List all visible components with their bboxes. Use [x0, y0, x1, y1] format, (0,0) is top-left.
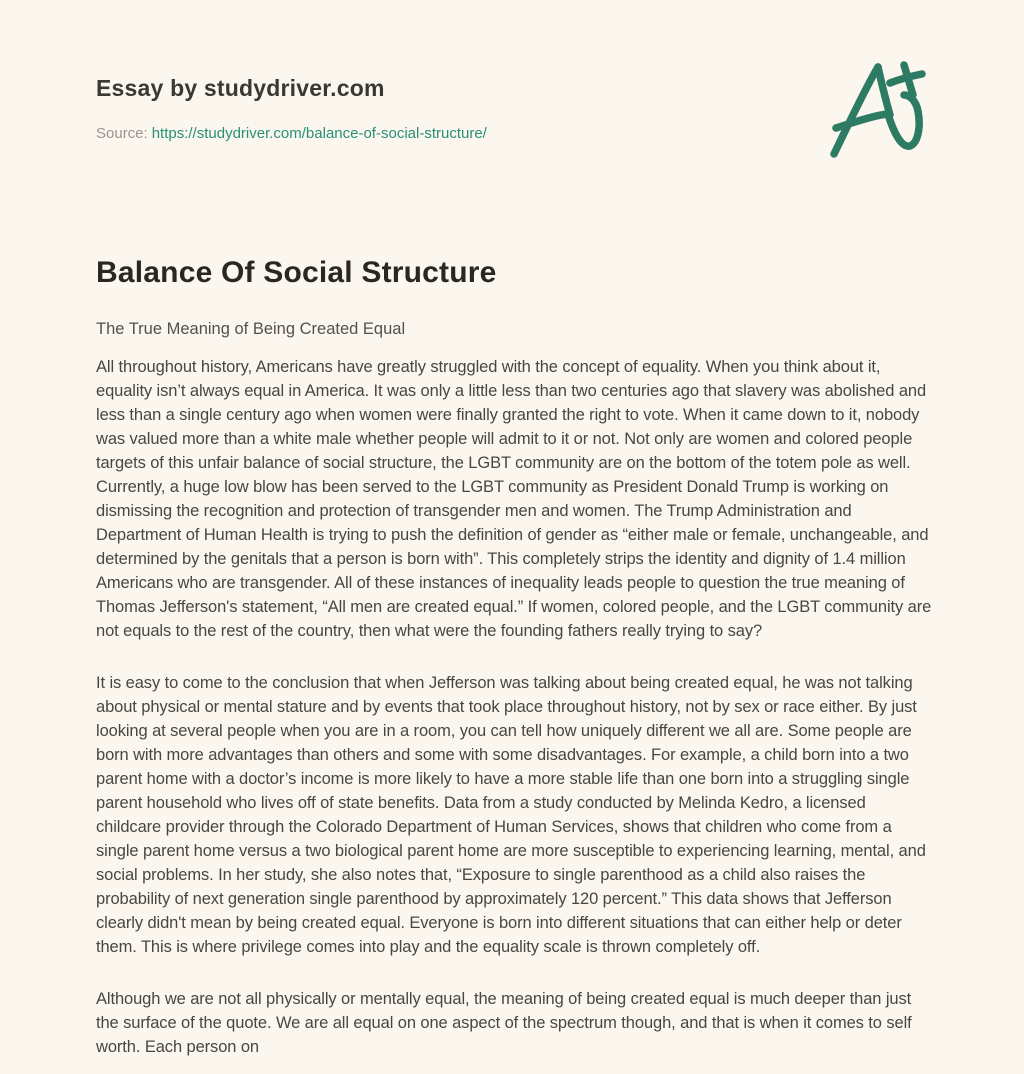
- essay-paragraph: All throughout history, Americans have greatly struggled with the concept of equality. When you think about it, equality isn’t always equal in America. It was only a little less than two centuries ago that slavery was abolished and less than a single century ago when women were finally granted the right to vote. When it came down to it, nobody was valued more than a white male whether people will admit to it or not. Not only are women and colored people targets of this unfair balance of social structure, the LGBT community are on the bottom of the totem pole as well. Currently, a huge low blow has been served to the LGBT community as President Donald Trump is working on dismissing the recognition and protection of transgender men and women. The Trump Administration and Department of Human Health is trying to push the definition of gender as “either male or female, unchangeable, and determined by the genitals that a person is born with”. This completely strips the identity and dignity of 1.4 million Americans who are transgender. All of these instances of inequality leads people to question the true meaning of Thomas Jefferson's statement, “All men are created equal.” If women, colored people, and the LGBT community are not equals to the rest of the country, then what were the founding fathers really trying to say?: [96, 358, 932, 640]
- page-title: Essay by studydriver.com: [96, 75, 385, 101]
- source-link[interactable]: https://studydriver.com/balance-of-social-structure/: [151, 125, 487, 142]
- source-label: Source:: [96, 125, 148, 142]
- essay-title: Balance Of Social Structure: [96, 256, 497, 289]
- source-line: [96, 126, 934, 142]
- essay-paragraph: It is easy to come to the conclusion that when Jefferson was talking about being created equal, he was not talking about physical or mental stature and by events that took place throughout history, not by sex or race either. By just looking at several people when you are in a room, you can tell how uniquely different we all are. Some people are born with more advantages than others and some with some disadvantages. For example, a child born into a two parent home with a doctor’s income is more likely to have a more stable life than one born into a struggling single parent household who lives off of state benefits. Data from a study conducted by Melinda Kedro, a licensed childcare provider through the Colorado Department of Human Services, shows that children who come from a single parent home versus a two biological parent home are more susceptible to experiencing learning, mental, and social problems. In her study, she also notes that, “Exposure to single parenthood as a child also raises the probability of next generation single parenthood by approximately 120 percent.” This data shows that Jefferson clearly didn't mean by being created equal. Everyone is born into different situations that can either help or deter them. This is where privilege comes into play and the equality scale is thrown completely off.: [96, 674, 926, 956]
- a-plus-logo-icon: [824, 56, 936, 168]
- studydriver-logo: [824, 56, 936, 168]
- document-header: [96, 76, 934, 142]
- essay-paragraph: Although we are not all physically or mentally equal, the meaning of being created equal is much deeper than just the surface of the quote. We are all equal on one aspect of the spectrum though, and that is when it comes to self worth. Each person on: [96, 990, 912, 1056]
- essay-body: [96, 355, 934, 1059]
- essay-article: [96, 256, 934, 1059]
- essay-subtitle: The True Meaning of Being Created Equal: [96, 320, 406, 338]
